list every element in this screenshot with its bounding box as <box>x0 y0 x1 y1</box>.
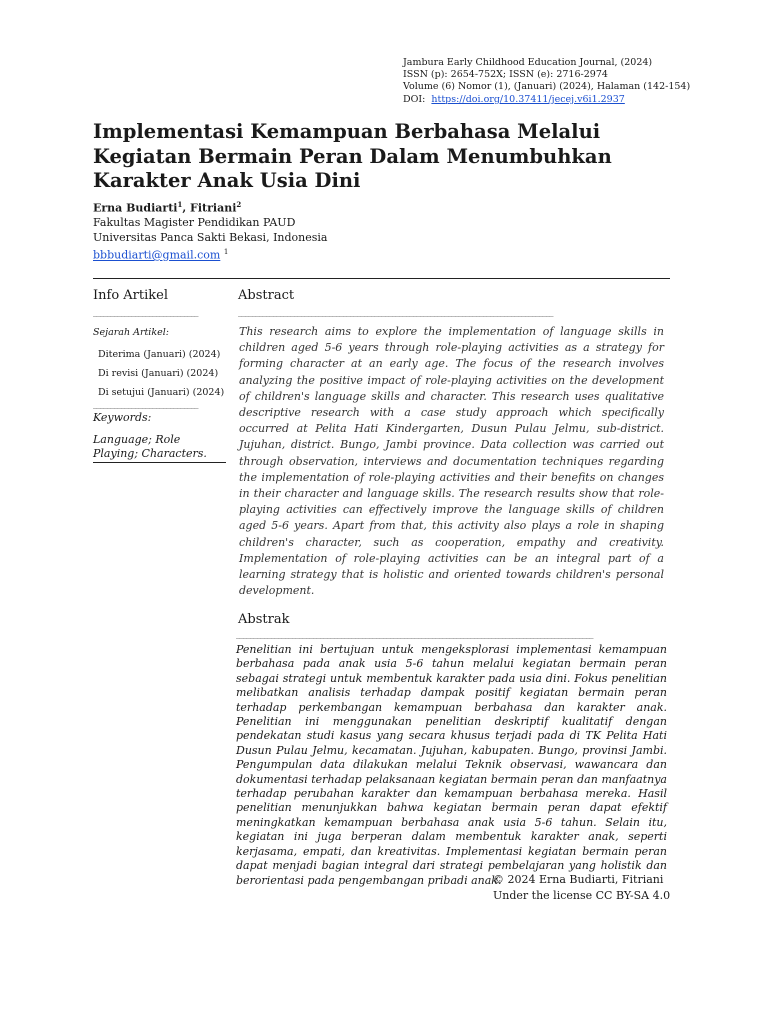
author-1-sup: 1 <box>177 200 183 209</box>
article-history <box>98 345 224 402</box>
keywords-text: Language; Role Playing; Characters. <box>93 433 207 460</box>
info-heading-rule: ______________________________ <box>93 308 198 317</box>
email-sup: 1 <box>223 248 229 257</box>
copyright-line: © 2024 Erna Budiarti, Fitriani <box>493 873 664 886</box>
journal-name: Jambura Early Childhood Education Journal, (2024) <box>403 57 653 68</box>
author-1-name: Erna Budiarti <box>93 201 178 215</box>
history-revised: Di revisi (Januari) (2024) <box>98 368 219 379</box>
keywords-label: Keywords: <box>93 411 152 424</box>
journal-info <box>403 57 690 106</box>
copyright-notice <box>493 872 670 904</box>
author-2-name: Fitriani <box>190 201 237 215</box>
affiliation-faculty: Fakultas Magister Pendidikan PAUD <box>93 216 296 230</box>
license-line: Under the license CC BY-SA 4.0 <box>493 889 671 902</box>
journal-doi-row <box>403 94 690 106</box>
abstract-body: This research aims to explore the implementation of language skills in children aged 5-6 years through role-playing activities as a strategy for forming character at an early age. The focus of the research involves analyzing the positive impact of role-playing activities on the development of children's language skills and character. This research uses qualitative descriptive research with a case study approach which specifically occurred at Pelita Hati Kindergarten, Dusun Pulau Jelmu, sub-district. Jujuhan, district. Bungo, Jambi province. Data collection was carried out through observation, interviews and documentation techniques regarding the implementation of role-playing activities and their benefits on changes in their character and language skills. The research results show that role-playing activities can effectively improve the language skills of children aged 5-6 years. Apart from that, this activity also plays a role in shaping children's character, such as cooperation, empathy and creativity. Implementation of role-playing activities can be an integral part of a learning strategy that is holistic and oriented towards children's personal development. <box>239 325 664 598</box>
doi-link[interactable]: https://doi.org/10.37411/jecej.v6i1.2937 <box>431 93 625 105</box>
affiliation-university: Universitas Panca Sakti Bekasi, Indonesia <box>93 230 328 244</box>
abstract-heading-rule: __________________________________________________________________________________________ <box>238 308 553 317</box>
info-heading: Info Artikel <box>93 288 168 303</box>
abstract-heading: Abstract <box>238 288 295 303</box>
header-divider <box>93 278 670 279</box>
keywords-divider <box>93 462 226 463</box>
email-row <box>93 245 327 263</box>
abstrak-body: Penelitian ini bertujuan untuk mengeksplorasi implementasi kemampuan berbahasa pada anak usia 5-6 tahun melalui kegiatan bermain peran sebagai strategi untuk membentuk karakter pada usia dini. Fokus penelitian melibatkan analisis terhadap dampak positif kegiatan bermain peran terhadap perkembangan kemampuan berbahasa dan karakter anak. Penelitian ini menggunakan penelitian deskriptif kualitatif dengan pendekatan studi kasus yang secara khusus terjadi pada di TK Pelita Hati Dusun Pulau Jelmu, kecamatan. Jujuhan, kabupaten. Bungo, provinsi Jambi. Pengumpulan data dilakukan melalui Teknik observasi, wawancara dan dokumentasi terhadap pelaksanaan kegiatan bermain peran dan manfaatnya terhadap perubahan karakter dan kemampuan berbahasa mereka. Hasil penelitian menunjukkan bahwa kegiatan bermain peran dapat efektif meningkatkan kemampuan berbahasa anak usia 5-6 tahun. Selain itu, kegiatan ini juga berperan dalam membentuk karakter anak, seperti kerjasama, empati, dan kreativitas. Implementasi kegiatan bermain peran dapat menjadi bagian integral dari strategi pembelajaran yang holistik dan berorientasi pada pengembangan pribadi anak. <box>236 643 667 887</box>
history-accepted: Di setujui (Januari) (2024) <box>98 387 225 398</box>
paper-title: Implementasi Kemampuan Berbahasa Melalui Kegiatan Bermain Peran Dalam Menumbuhkan Karakter Anak Usia Dini <box>93 120 612 192</box>
author-block <box>93 198 327 263</box>
history-received: Diterima (Januari) (2024) <box>98 349 221 360</box>
history-label: Sejarah Artikel: <box>93 327 169 338</box>
author-names <box>93 198 327 216</box>
author-sep: , <box>182 201 191 215</box>
abstrak-heading-rule: ______________________________________________________________________________________________________ <box>236 630 593 639</box>
doi-label: DOI: <box>403 93 426 105</box>
journal-issn: ISSN (p): 2654-752X; ISSN (e): 2716-2974 <box>403 69 608 81</box>
history-rule: ______________________________ <box>93 400 198 409</box>
abstrak-heading: Abstrak <box>238 612 290 627</box>
author-email-link[interactable]: bbbudiarti@gmail.com <box>93 248 221 262</box>
author-2-sup: 2 <box>236 200 242 209</box>
journal-volume: Volume (6) Nomor (1), (Januari) (2024), Halaman (142-154) <box>403 81 691 93</box>
